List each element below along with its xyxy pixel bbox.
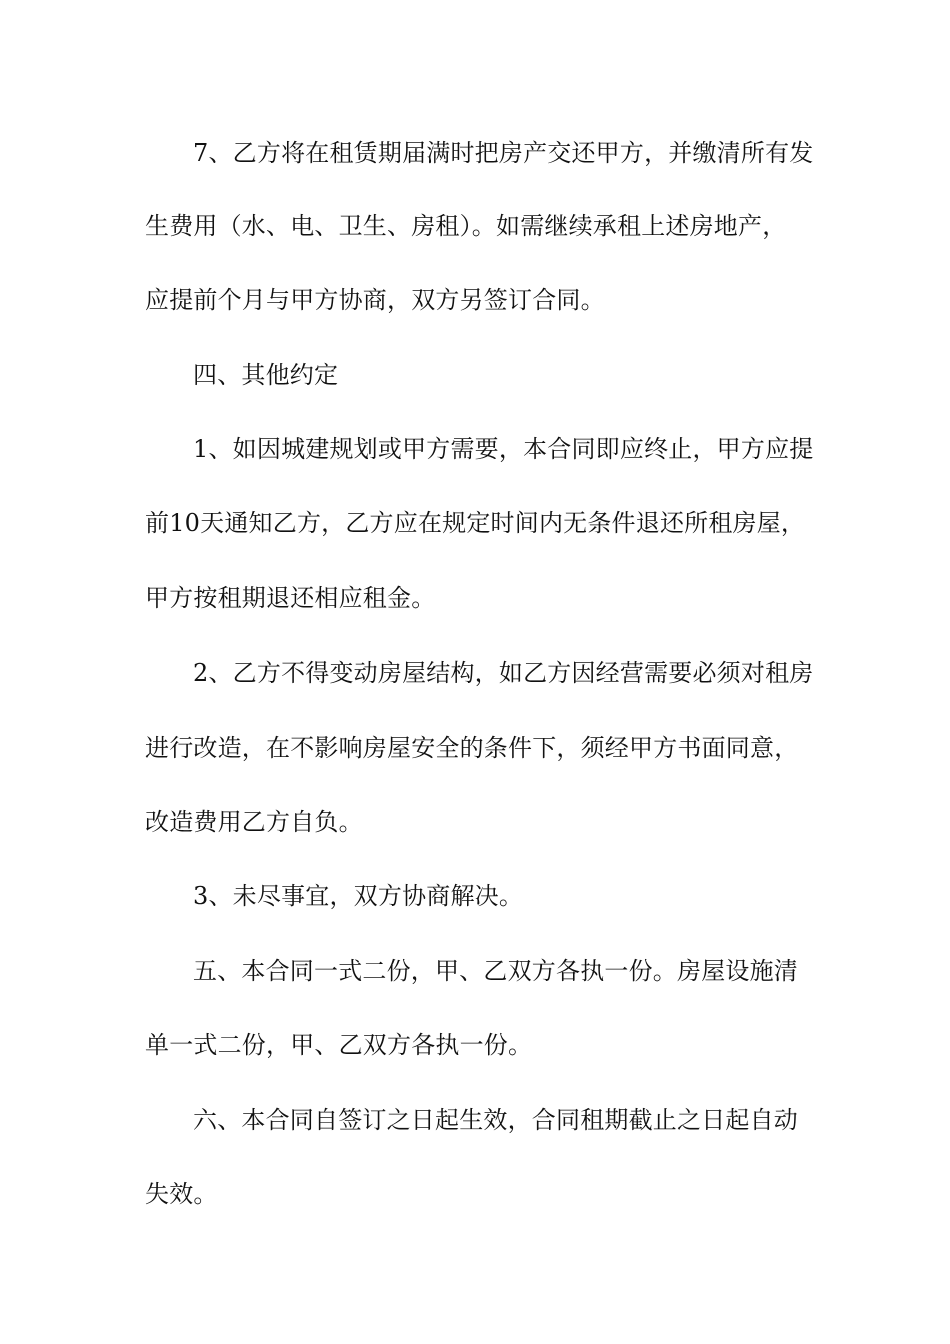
text-line: 1、如因城建规划或甲方需要，本合同即应终止，甲方应提 [193, 435, 814, 463]
text-line: 五、本合同一式二份，甲、乙双方各执一份。房屋设施清 [193, 957, 798, 985]
text-line: 生费用（水、电、卫生、房租）。如需继续承租上述房地产， [145, 212, 787, 240]
text-line: 2、乙方不得变动房屋结构，如乙方因经营需要必须对租房 [193, 659, 814, 687]
text-line: 改造费用乙方自负。 [145, 808, 363, 836]
text-line: 7、乙方将在租赁期届满时把房产交还甲方，并缴清所有发 [193, 139, 814, 167]
text-line: 六、本合同自签订之日起生效，合同租期截止之日起自动 [193, 1106, 798, 1134]
text-line: 3、未尽事宜，双方协商解决。 [193, 882, 524, 910]
text-line: 前10天通知乙方，乙方应在规定时间内无条件退还所租房屋， [145, 509, 806, 537]
text-line: 单一式二份，甲、乙双方各执一份。 [145, 1031, 533, 1059]
section-heading: 四、其他约定 [193, 361, 339, 389]
text-line: 失效。 [145, 1180, 218, 1208]
text-line: 应提前个月与甲方协商，双方另签订合同。 [145, 286, 605, 314]
text-line: 进行改造，在不影响房屋安全的条件下，须经甲方书面同意， [145, 734, 799, 762]
text-line: 甲方按租期退还相应租金。 [145, 584, 436, 612]
